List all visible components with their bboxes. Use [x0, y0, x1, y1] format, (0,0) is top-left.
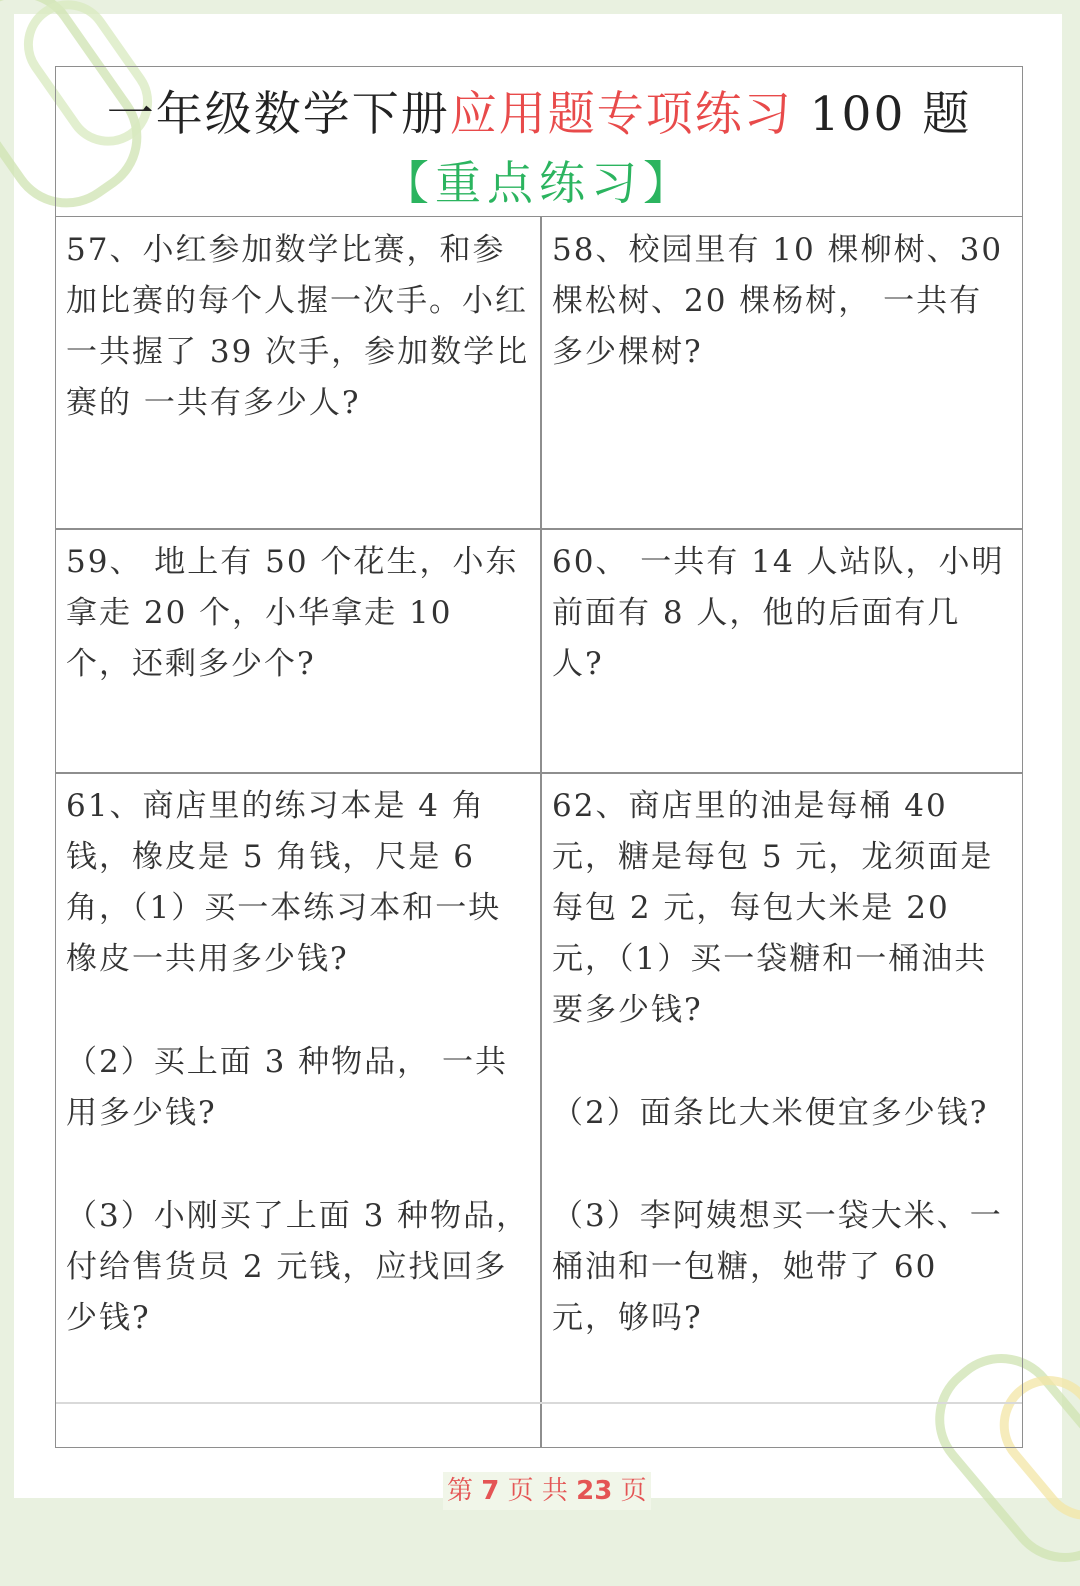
problem-62 [542, 773, 1022, 1402]
problem-62-part-3: （3）李阿姨想买一袋大米、一桶油和一包糖，她带了 60 元，够吗? [552, 1198, 1003, 1336]
problem-62-part-2: （2）面条比大米便宜多少钱? [552, 1095, 989, 1131]
title-highlight: 应用题专项练习 [449, 87, 793, 142]
problem-58-text: 58、校园里有 10 棵柳树、30 棵松树、20 棵杨树， 一共有多少棵树? [552, 232, 1004, 370]
problem-grid [56, 217, 1022, 1447]
worksheet-header [56, 67, 1022, 217]
page-indicator-pre: 第 [447, 1476, 482, 1506]
title-suffix: 100 题 [792, 87, 972, 142]
page-indicator [443, 1472, 651, 1510]
problem-61-part-1: 61、商店里的练习本是 4 角钱，橡皮是 5 角钱，尺是 6 角，（1）买一本练习本和一块橡皮一共用多少钱? [66, 788, 502, 977]
problem-61 [56, 773, 540, 1402]
problem-60-text: 60、 一共有 14 人站队，小明前面有 8 人，他的后面有几人? [552, 544, 1005, 682]
page-indicator-mid: 页 共 [499, 1476, 577, 1506]
problem-58 [542, 217, 1022, 528]
page-subtitle: 【重点练习】 [383, 156, 695, 210]
current-page-number: 7 [481, 1476, 500, 1506]
problem-57-text: 57、小红参加数学比赛，和参加比赛的每个人握一次手。小红一共握了 39 次手，参加数学比赛的 一共有多少人? [66, 232, 530, 421]
problem-61-part-3: （3）小刚买了上面 3 种物品，付给售货员 2 元钱，应找回多少钱? [66, 1198, 530, 1336]
worksheet-frame [55, 66, 1023, 1448]
problem-59-text: 59、 地上有 50 个花生，小东拿走 20 个，小华拿走 10 个，还剩多少个? [66, 544, 519, 682]
page-title [56, 77, 1022, 144]
problem-57 [56, 217, 540, 528]
problem-59 [56, 529, 540, 772]
page-indicator-post: 页 [612, 1476, 647, 1506]
problem-62-part-1: 62、商店里的油是每桶 40 元，糖是每包 5 元，龙须面是每包 2 元，每包大米是 20 元，（1）买一袋糖和一桶油共要多少钱? [552, 788, 994, 1028]
problem-61-part-2: （2）买上面 3 种物品， 一共用多少钱? [66, 1044, 509, 1131]
grid-faint-divider [56, 1402, 1022, 1404]
title-prefix: 一年级数学下册 [106, 87, 450, 142]
problem-60 [542, 529, 1022, 772]
total-page-number: 23 [576, 1476, 613, 1506]
